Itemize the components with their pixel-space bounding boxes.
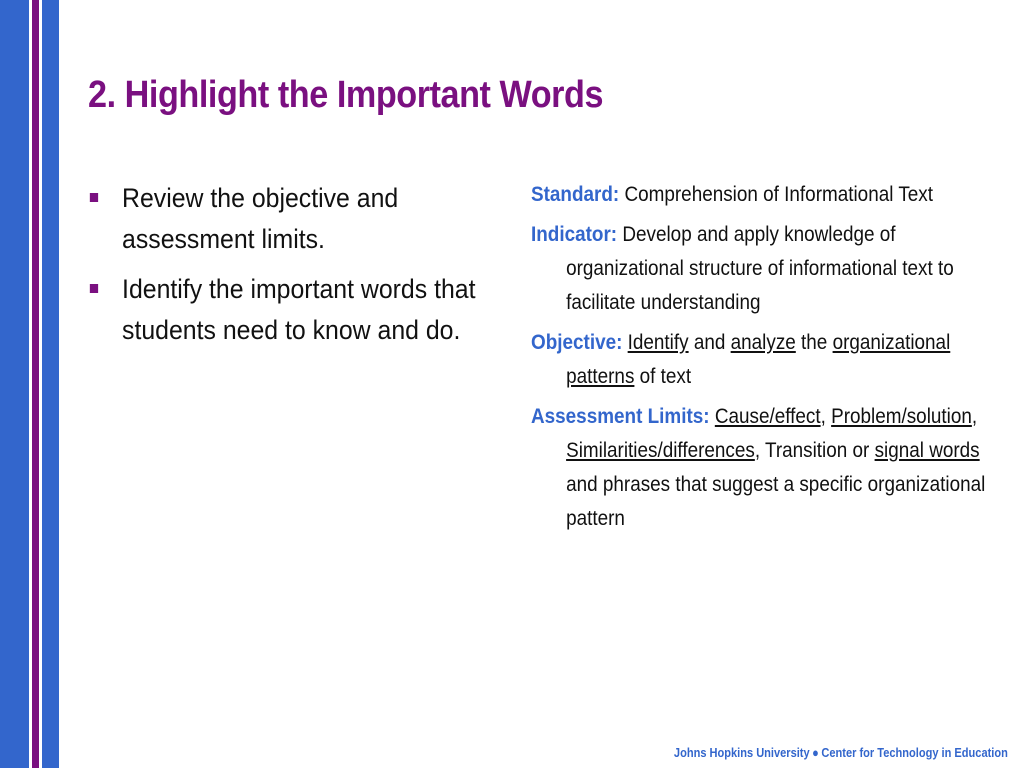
objective-text: and: [688, 331, 731, 354]
square-bullet-icon: [90, 284, 98, 293]
standard-label: Standard:: [531, 183, 620, 206]
left-stripe-purple: [32, 0, 39, 768]
indicator-label: Indicator:: [531, 223, 618, 246]
assessment-keyword-cause-effect: Cause/effect: [714, 405, 821, 428]
bullet-item: [88, 269, 508, 351]
footer: [674, 745, 1008, 760]
assessment-keyword-similarities: Similarities/differences: [566, 439, 755, 462]
left-stripe-blue: [0, 0, 29, 768]
footer-center: Center for Technology in Education: [821, 745, 1008, 760]
bullet-item: [88, 178, 508, 260]
assessment-text: ,: [820, 405, 832, 428]
assessment-keyword-problem-solution: Problem/solution: [831, 405, 972, 428]
footer-dot-icon: ●: [812, 745, 820, 760]
objective-keyword-patterns: organizational patterns: [566, 331, 951, 388]
assessment-keyword-signal-words: signal words: [874, 439, 980, 462]
assessment-text: ,: [971, 405, 978, 428]
objective-keyword-identify: Identify: [627, 331, 689, 354]
objective-text: the: [795, 331, 833, 354]
indicator-entry: [531, 218, 1016, 320]
bullet-text: Review the objective and assessment limits.: [122, 183, 399, 254]
objective-text: of text: [634, 365, 692, 388]
bullet-list: [88, 178, 488, 360]
objective-keyword-analyze: analyze: [730, 331, 796, 354]
assessment-limits-label: Assessment Limits:: [531, 405, 710, 428]
square-bullet-icon: [90, 193, 98, 202]
slide-title: 2. Highlight the Important Words: [88, 74, 604, 116]
objective-label: Objective:: [531, 331, 623, 354]
assessment-text: and phrases that suggest a specific organizational pattern: [566, 473, 986, 530]
footer-institution: Johns Hopkins University: [674, 745, 810, 760]
bullet-text: Identify the important words that students need to know and do.: [122, 274, 476, 345]
objective-entry: [531, 326, 1016, 394]
left-stripe-blue-inner: [42, 0, 59, 768]
indicator-text: Develop and apply knowledge of organizational structure of informational text to facilitate understanding: [566, 223, 954, 314]
standard-entry: [531, 178, 1016, 212]
assessment-limits-entry: [531, 400, 1016, 536]
standard-text: Comprehension of Informational Text: [624, 183, 934, 206]
assessment-text: , Transition or: [754, 439, 875, 462]
standards-panel: [531, 178, 1001, 542]
